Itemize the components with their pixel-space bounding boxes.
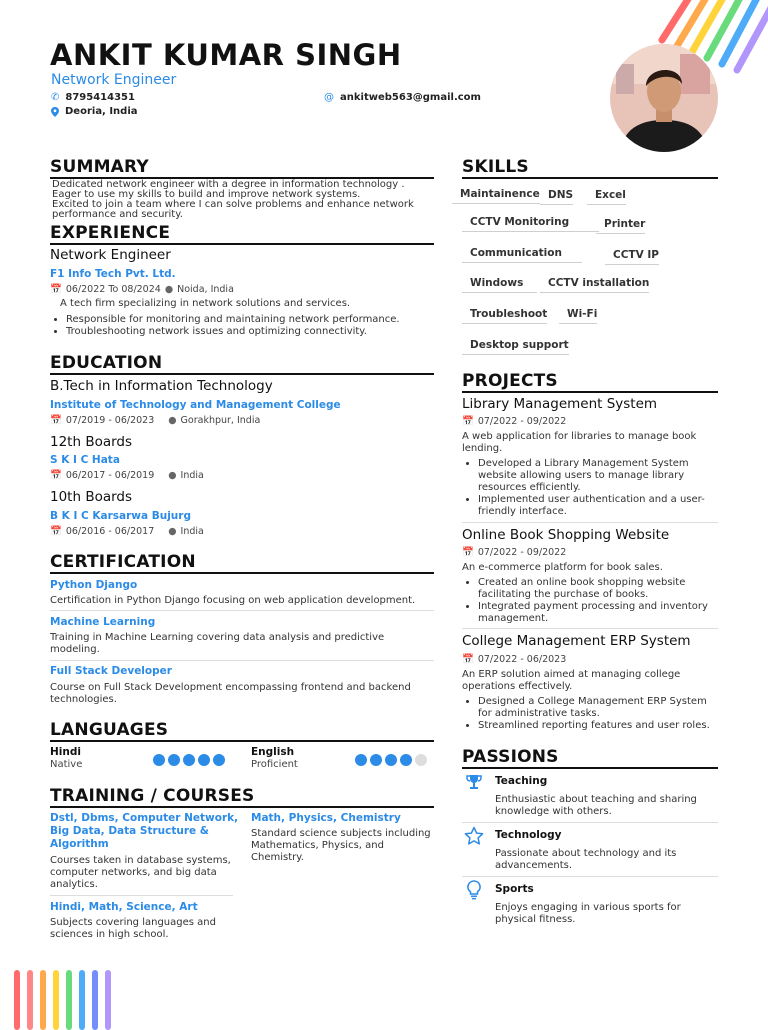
- training-rule: [50, 806, 434, 808]
- rating-dot: [198, 754, 210, 766]
- language-name: Hindi: [50, 746, 81, 758]
- project-title: College Management ERP System: [462, 633, 691, 649]
- email-address: ankitweb563@gmail.com: [340, 92, 481, 103]
- certification-description: Certification in Python Django focusing on web application development.: [50, 595, 416, 606]
- education-degree: 10th Boards: [50, 489, 133, 505]
- skills-heading: SKILLS: [462, 157, 529, 177]
- list-item: • Developed a Library Management System website allowing users to manage library resources efficiently.: [478, 458, 718, 494]
- project-description: A web application for libraries to manage book lending.: [462, 431, 697, 454]
- divider: [462, 876, 718, 877]
- project-title: Online Book Shopping Website: [462, 527, 670, 543]
- experience-title: Network Engineer: [50, 247, 171, 263]
- location-pin-icon: ●: [164, 284, 174, 295]
- education-rule: [50, 373, 434, 375]
- list-item: • Integrated payment processing and inventory management.: [478, 601, 718, 625]
- skill-tag: Printer: [596, 218, 645, 234]
- projects-rule: [462, 391, 718, 393]
- skill-tag: Windows: [462, 277, 537, 293]
- color-bar: [27, 970, 33, 1030]
- phone-contact: [51, 92, 135, 103]
- passion-title: Teaching: [495, 775, 548, 787]
- language-rating-hindi: [153, 754, 225, 766]
- color-bar: [66, 970, 72, 1030]
- rating-dot: [355, 754, 367, 766]
- projects-heading: PROJECTS: [462, 371, 558, 391]
- education-meta: 📅 06/2016 - 06/2017 ● India: [50, 526, 204, 537]
- education-meta: 📅 06/2017 - 06/2019 ● India: [50, 470, 204, 481]
- color-bar: [92, 970, 98, 1030]
- color-bar: [14, 970, 20, 1030]
- training-heading: TRAINING / COURSES: [50, 786, 255, 806]
- rating-dot: [370, 754, 382, 766]
- passion-description: Passionate about technology and its advancements.: [495, 848, 677, 871]
- location-pin-icon: ●: [168, 526, 177, 537]
- trophy-icon: [465, 773, 483, 791]
- education-school: Institute of Technology and Management College: [50, 399, 341, 411]
- color-bars-decoration: [14, 970, 111, 1030]
- languages-rule: [50, 740, 434, 742]
- skill-tag: Desktop support: [462, 339, 569, 355]
- project-meta: 📅 07/2022 - 06/2023: [462, 654, 567, 665]
- rating-dot: [400, 754, 412, 766]
- at-sign-icon: @: [324, 92, 334, 103]
- project-title: Library Management System: [462, 396, 658, 412]
- star-icon: [464, 826, 484, 846]
- certification-title: Machine Learning: [50, 616, 156, 628]
- certification-description: Training in Machine Learning covering data analysis and predictive modeling.: [50, 632, 385, 655]
- list-item: • Troubleshooting network issues and optimizing connectivity.: [66, 326, 434, 338]
- skill-tag: Excel: [587, 189, 626, 205]
- project-bullets: [462, 577, 718, 625]
- location-pin-icon: [51, 107, 59, 117]
- list-item: • Implemented user authentication and a user- friendly interface.: [478, 494, 718, 518]
- passion-title: Sports: [495, 883, 534, 895]
- calendar-icon: 📅: [462, 654, 474, 665]
- project-bullets: [462, 458, 718, 518]
- skill-tag: Communication: [462, 247, 582, 263]
- training-description: Courses taken in database systems, computer networks, and big data analytics.: [50, 855, 231, 890]
- certification-rule: [50, 572, 434, 574]
- calendar-icon: 📅: [50, 415, 62, 426]
- rating-dot: [385, 754, 397, 766]
- rating-dot: [415, 754, 427, 766]
- summary-heading: SUMMARY: [50, 157, 149, 177]
- experience-description: A tech firm specializing in network solutions and services.: [60, 298, 351, 309]
- passion-description: Enthusiastic about teaching and sharing knowledge with others.: [495, 794, 697, 817]
- skills-rule: [462, 177, 718, 179]
- education-school: B K I C Karsarwa Bujurg: [50, 510, 191, 522]
- lightbulb-icon: [466, 880, 482, 900]
- phone-number: 8795414351: [65, 92, 135, 103]
- language-level: Proficient: [251, 759, 298, 770]
- calendar-icon: 📅: [462, 416, 474, 427]
- rating-dot: [168, 754, 180, 766]
- experience-heading: EXPERIENCE: [50, 223, 171, 243]
- training-description: Standard science subjects including Mathematics, Physics, and Chemistry.: [251, 828, 431, 863]
- language-rating-english: [355, 754, 427, 766]
- education-meta: 📅 07/2019 - 06/2023 ● Gorakhpur, India: [50, 415, 261, 426]
- skill-tag: DNS: [540, 189, 573, 205]
- certification-description: Course on Full Stack Development encompassing frontend and backend technologies.: [50, 682, 411, 705]
- color-bar: [79, 970, 85, 1030]
- project-meta: 📅 07/2022 - 09/2022: [462, 547, 567, 558]
- skill-tag: Wi-Fi: [559, 308, 597, 324]
- divider: [50, 610, 434, 611]
- location-pin-icon: ●: [168, 470, 177, 481]
- passions-rule: [462, 767, 718, 769]
- education-degree: 12th Boards: [50, 434, 133, 450]
- skill-tag: Troubleshoot: [462, 308, 547, 324]
- calendar-icon: 📅: [50, 284, 62, 295]
- divider: [462, 822, 718, 823]
- certification-title: Full Stack Developer: [50, 665, 172, 677]
- training-description: Subjects covering languages and sciences in high school.: [50, 917, 216, 940]
- project-meta: 📅 07/2022 - 09/2022: [462, 416, 567, 427]
- color-bar: [40, 970, 46, 1030]
- rating-dot: [153, 754, 165, 766]
- skill-tag: CCTV installation: [540, 277, 649, 293]
- summary-text: Dedicated network engineer with a degree in information technology . Eager to use my skills to build and improve network systems. Excited to join a team where I can solve problems and enhance network performance and security.: [52, 179, 414, 220]
- training-title: Hindi, Math, Science, Art: [50, 901, 198, 913]
- list-item: • Created an online book shopping website facilitating the purchase of books.: [478, 577, 718, 601]
- education-heading: EDUCATION: [50, 353, 163, 373]
- experience-rule: [50, 243, 434, 245]
- profile-photo: [610, 44, 718, 152]
- candidate-name: ANKIT KUMAR SINGH: [50, 38, 402, 72]
- languages-heading: LANGUAGES: [50, 720, 169, 740]
- skill-tag: CCTV IP: [605, 249, 659, 265]
- calendar-icon: 📅: [50, 470, 62, 481]
- project-description: An e-commerce platform for book sales.: [462, 562, 663, 573]
- training-title: Math, Physics, Chemistry: [251, 812, 401, 824]
- divider: [462, 522, 718, 523]
- passions-heading: PASSIONS: [462, 747, 559, 767]
- calendar-icon: 📅: [462, 547, 474, 558]
- certification-heading: CERTIFICATION: [50, 552, 196, 572]
- education-school: S K I C Hata: [50, 454, 120, 466]
- passion-title: Technology: [495, 829, 562, 841]
- email-contact: [324, 92, 481, 103]
- passion-description: Enjoys engaging in various sports for physical fitness.: [495, 902, 681, 925]
- color-bar: [53, 970, 59, 1030]
- location-text: Deoria, India: [65, 106, 138, 117]
- calendar-icon: 📅: [50, 526, 62, 537]
- experience-company: F1 Info Tech Pvt. Ltd.: [50, 268, 176, 280]
- language-name: English: [251, 746, 295, 758]
- phone-icon: ✆: [51, 92, 60, 103]
- divider: [50, 660, 434, 661]
- location-contact: [51, 106, 138, 117]
- candidate-role: Network Engineer: [51, 72, 177, 88]
- education-degree: B.Tech in Information Technology: [50, 378, 273, 394]
- divider: [50, 895, 233, 896]
- list-item: • Designed a College Management ERP System for administrative tasks.: [478, 696, 718, 720]
- skill-tag: CCTV Monitoring: [462, 216, 599, 232]
- rating-dot: [213, 754, 225, 766]
- language-level: Native: [50, 759, 83, 770]
- experience-meta: 📅 06/2022 To 08/2024 ● Noida, India: [50, 284, 234, 295]
- divider: [462, 628, 718, 629]
- training-title: Dstl, Dbms, Computer Network, Big Data, Data Structure & Algorithm: [50, 812, 239, 850]
- certification-title: Python Django: [50, 579, 138, 591]
- project-description: An ERP solution aimed at managing college operations effectively.: [462, 669, 681, 692]
- rating-dot: [183, 754, 195, 766]
- color-bar: [105, 970, 111, 1030]
- list-item: • Responsible for monitoring and maintaining network performance.: [66, 314, 434, 326]
- location-pin-icon: ●: [168, 415, 177, 426]
- project-bullets: [462, 696, 718, 732]
- experience-bullets: [50, 314, 434, 338]
- skill-tag: Maintainence: [452, 188, 540, 204]
- list-item: • Streamlined reporting features and user roles.: [478, 720, 718, 732]
